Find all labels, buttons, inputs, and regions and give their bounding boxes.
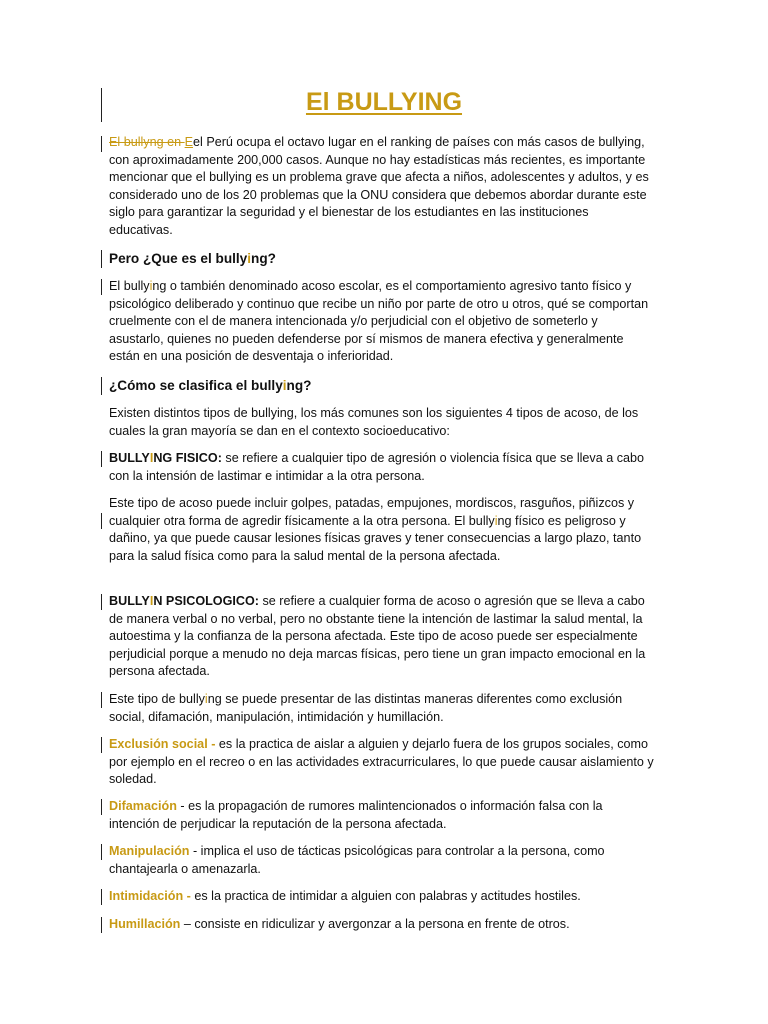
tracked-insertion: i: [204, 692, 208, 706]
change-bar-term-3: [101, 844, 102, 860]
psychological-detail-paragraph: Este tipo de bullying se puede presentar de las distintas maneras diferentes como exclusión social, difamación, manipulación, intimidación y humillación.: [109, 692, 623, 724]
change-bar-term-4: [101, 889, 102, 905]
change-bar-psych-detail: [101, 692, 102, 708]
term-intimidation: Intimidación - es la practica de intimidar a alguien con palabras y actitudes hostiles.: [109, 889, 581, 903]
change-bar-physical: [101, 451, 102, 467]
change-bar-term-1: [101, 737, 102, 753]
term-label: Intimidación -: [109, 889, 191, 903]
term-exclusion: Exclusión social - es la practica de aislar a alguien y dejarlo fuera de los grupos sociales, como por ejemplo en el recreo o en las actividades extracurriculares, lo que puede causar aislamiento y soledad.: [109, 737, 654, 787]
tracked-insertion: I: [149, 594, 154, 608]
term-label: Humillación: [109, 917, 181, 931]
change-bar-definition: [101, 279, 102, 295]
change-bar-psych: [101, 594, 102, 610]
psychological-bullying-paragraph: BULLYIN PSICOLOGICO: se refiere a cualquier forma de acoso o agresión que se lleva a cabo de manera verbal o no verbal, pero no obstante tiene la intención de lastimar la salud mental, la autoestima y la confianza de la persona afectada. Este tipo de acoso puede ser especialmente perjudicial porque a menudo no deja marcas físicas, pero tiene un gran impacto emocional en la persona afectada.: [109, 594, 646, 679]
change-bar-term-2: [101, 799, 102, 815]
change-bar-term-5: [101, 917, 102, 933]
change-bar-heading2: [101, 377, 102, 395]
tracked-insertion: i: [247, 251, 252, 266]
term-defamation: Difamación - es la propagación de rumores malintencionados o información falsa con la intención de perjudicar la reputación de la persona afectada.: [109, 799, 603, 831]
term-label: Manipulación: [109, 844, 190, 858]
term-humiliation: Humillación – consiste en ridiculizar y avergonzar a la persona en frente de otros.: [109, 917, 570, 931]
tracked-deletion: El bullyng en: [109, 135, 185, 149]
intro-text: el Perú ocupa el octavo lugar en el ranking de países con más casos de bullying, con aproximadamente 200,000 casos. Aunque no hay estadísticas más recientes, es importante mencionar que el bullying es un problema grave que afecta a niños, adolescentes y adultos, y es considerado uno de los 20 problemas que la ONU considera que debemos abordar durante este siglo para garantizar la seguridad y el bienestar de los estudiantes en las instituciones educativas.: [109, 135, 649, 237]
term-label: Exclusión social -: [109, 737, 216, 751]
tracked-insertion: i: [149, 279, 153, 293]
section-heading-what-is: Pero ¿Que es el bullying?: [109, 251, 276, 266]
change-bar-intro: [101, 136, 102, 152]
section-heading-classification: ¿Cómo se clasifica el bullying?: [109, 378, 312, 393]
tracked-insertion: I: [149, 451, 154, 465]
tracked-insertion: i: [282, 378, 287, 393]
intro-paragraph: [109, 134, 654, 240]
tracked-insertion: E: [184, 135, 194, 149]
term-manipulation: Manipulación - implica el uso de tácticas psicológicas para controlar a la persona, como chantajearla o amenazarla.: [109, 844, 605, 876]
document-title: El BULLYING: [305, 88, 463, 116]
term-label: Difamación: [109, 799, 177, 813]
change-bar-heading1: [101, 250, 102, 268]
physical-detail-paragraph: Este tipo de acoso puede incluir golpes, patadas, empujones, mordiscos, rasguños, piñizcos y cualquier otra forma de agredir físicamente a la otra persona. El bullying físico es peligroso y dañino, ya que puede causar lesiones físicas graves y tener consecuencias a largo plazo, tanto para la salud física como para la salud mental de la persona afectada.: [109, 496, 642, 563]
definition-paragraph: El bullying o también denominado acoso escolar, es el comportamiento agresivo tanto físico y psicológico deliberado y continuo que recibe un niño por parte de otro u otros, qué se comportan cruelmente con el de manera intencionada y/o perjudicial con el objetivo de someterlo y asustarlo, quienes no pueden defenderse por sí mismos de manera efectiva y generalmente están en una posición de desventaja o inferioridad.: [109, 279, 649, 364]
physical-bullying-paragraph: BULLYING FISICO: se refiere a cualquier tipo de agresión o violencia física que se lleva a cabo con la intensión de lastimar e intimidar a la otra persona.: [109, 451, 645, 483]
types-intro-paragraph: Existen distintos tipos de bullying, los más comunes son los siguientes 4 tipos de acoso, de los cuales la gran mayoría se dan en el contexto socioeducativo:: [109, 406, 639, 438]
change-bar-physical-detail: [101, 513, 102, 529]
tracked-insertion: i: [494, 513, 498, 528]
